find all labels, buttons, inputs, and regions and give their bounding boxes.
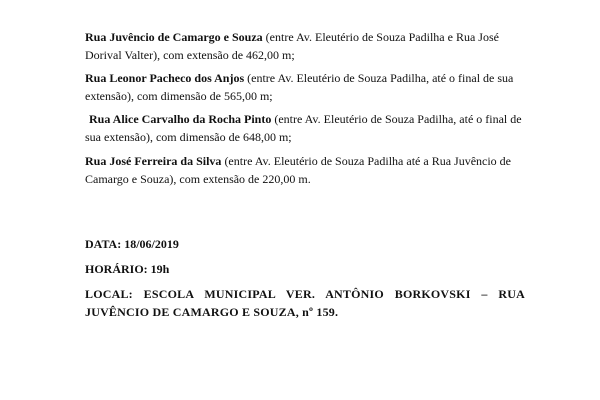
street-name: Rua Alice Carvalho da Rocha Pinto (89, 112, 272, 126)
street-details: (entre Av. Eleutério de Souza Padilha e Rua José Dorival Valter), com extensão de 462,00 m; (85, 30, 499, 62)
street-paragraph-leonor (85, 69, 525, 105)
street-details: (entre Av. Eleutério de Souza Padilha, até o final de sua extensão), com dimensão de 648,00 m; (85, 112, 522, 144)
street-details: (entre Av. Eleutério de Souza Padilha, até o final de sua extensão), com dimensão de 565,00 m; (85, 71, 514, 103)
street-paragraph-jose (85, 152, 525, 188)
street-name: Rua Juvêncio de Camargo e Souza (85, 30, 263, 44)
event-time: HORÁRIO: 19h (85, 262, 170, 276)
street-details: (entre Av. Eleutério de Souza Padilha até a Rua Juvêncio de Camargo e Souza), com extensão de 220,00 m. (85, 154, 512, 186)
street-name: Rua Leonor Pacheco dos Anjos (85, 71, 245, 85)
event-date: DATA: 18/06/2019 (85, 237, 179, 251)
street-name: Rua José Ferreira da Silva (85, 154, 222, 168)
event-location: LOCAL: ESCOLA MUNICIPAL VER. ANTÔNIO BORKOVSKI – RUA JUVÊNCIO DE CAMARGO E SOUZA, nº 159. (85, 287, 525, 319)
street-paragraph-juvencio (85, 28, 525, 64)
street-paragraph-alice (85, 110, 525, 146)
